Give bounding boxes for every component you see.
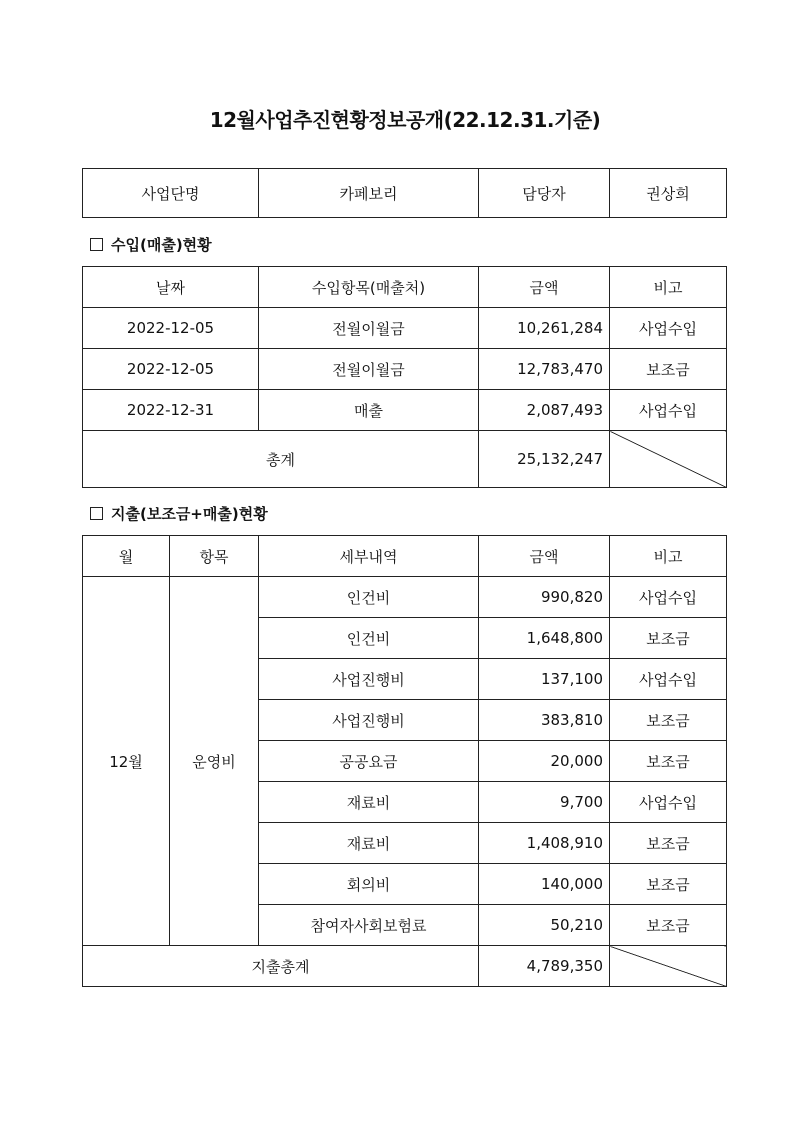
expense-detail: 참여자사회보험료 [259,905,479,946]
income-table [82,266,727,488]
income-note: 사업수입 [610,390,727,431]
income-amount: 10,261,284 [479,308,610,349]
header-amount: 금액 [479,267,610,308]
header-month: 월 [83,536,170,577]
header-note: 비고 [610,536,727,577]
info-label-manager: 담당자 [479,169,610,218]
income-item: 전월이월금 [259,308,479,349]
expense-amount: 50,210 [479,905,610,946]
expense-amount: 20,000 [479,741,610,782]
expense-note: 보조금 [610,618,727,659]
expense-amount: 137,100 [479,659,610,700]
expense-note: 보조금 [610,864,727,905]
income-heading-text: 수입(매출)현황 [111,236,212,254]
checkbox-icon [90,507,103,520]
expense-detail: 사업진행비 [259,700,479,741]
income-total-label: 총계 [83,431,479,488]
expense-note: 보조금 [610,905,727,946]
expense-note: 보조금 [610,700,727,741]
expense-amount: 140,000 [479,864,610,905]
income-total-amount: 25,132,247 [479,431,610,488]
expense-detail: 재료비 [259,782,479,823]
table-header-row [83,267,727,308]
info-label-project: 사업단명 [83,169,259,218]
info-value-manager: 권상희 [610,169,727,218]
expense-table [82,535,727,987]
income-note: 보조금 [610,349,727,390]
header-amount: 금액 [479,536,610,577]
expense-note: 사업수입 [610,782,727,823]
expense-detail: 회의비 [259,864,479,905]
income-date: 2022-12-31 [83,390,259,431]
table-row [83,577,727,618]
header-note: 비고 [610,267,727,308]
info-table [82,168,727,218]
table-row [83,308,727,349]
income-item: 전월이월금 [259,349,479,390]
income-date: 2022-12-05 [83,308,259,349]
expense-heading-text: 지출(보조금+매출)현황 [111,505,268,523]
income-item: 매출 [259,390,479,431]
expense-amount: 1,648,800 [479,618,610,659]
expense-detail: 인건비 [259,577,479,618]
expense-note: 사업수입 [610,577,727,618]
expense-total-row [83,946,727,987]
income-date: 2022-12-05 [83,349,259,390]
header-category: 항목 [170,536,259,577]
info-value-project: 카페보리 [259,169,479,218]
expense-amount: 383,810 [479,700,610,741]
expense-total-amount: 4,789,350 [479,946,610,987]
header-date: 날짜 [83,267,259,308]
header-item: 수입항목(매출처) [259,267,479,308]
expense-detail: 재료비 [259,823,479,864]
expense-month: 12월 [83,577,170,946]
info-row [83,169,727,218]
expense-total-label: 지출총계 [83,946,479,987]
income-total-row [83,431,727,488]
expense-amount: 990,820 [479,577,610,618]
income-heading [90,234,212,255]
expense-amount: 9,700 [479,782,610,823]
expense-note: 사업수입 [610,659,727,700]
expense-detail: 공공요금 [259,741,479,782]
expense-detail: 사업진행비 [259,659,479,700]
table-row [83,349,727,390]
table-header-row [83,536,727,577]
diagonal-empty-cell [610,431,727,488]
expense-detail: 인건비 [259,618,479,659]
expense-note: 보조금 [610,823,727,864]
expense-heading [90,503,268,524]
expense-amount: 1,408,910 [479,823,610,864]
expense-category: 운영비 [170,577,259,946]
income-amount: 12,783,470 [479,349,610,390]
table-row [83,390,727,431]
income-amount: 2,087,493 [479,390,610,431]
diagonal-empty-cell [610,946,727,987]
income-note: 사업수입 [610,308,727,349]
header-detail: 세부내역 [259,536,479,577]
page-title: 12월사업추진현황정보공개(22.12.31.기준) [209,108,601,132]
expense-note: 보조금 [610,741,727,782]
checkbox-icon [90,238,103,251]
